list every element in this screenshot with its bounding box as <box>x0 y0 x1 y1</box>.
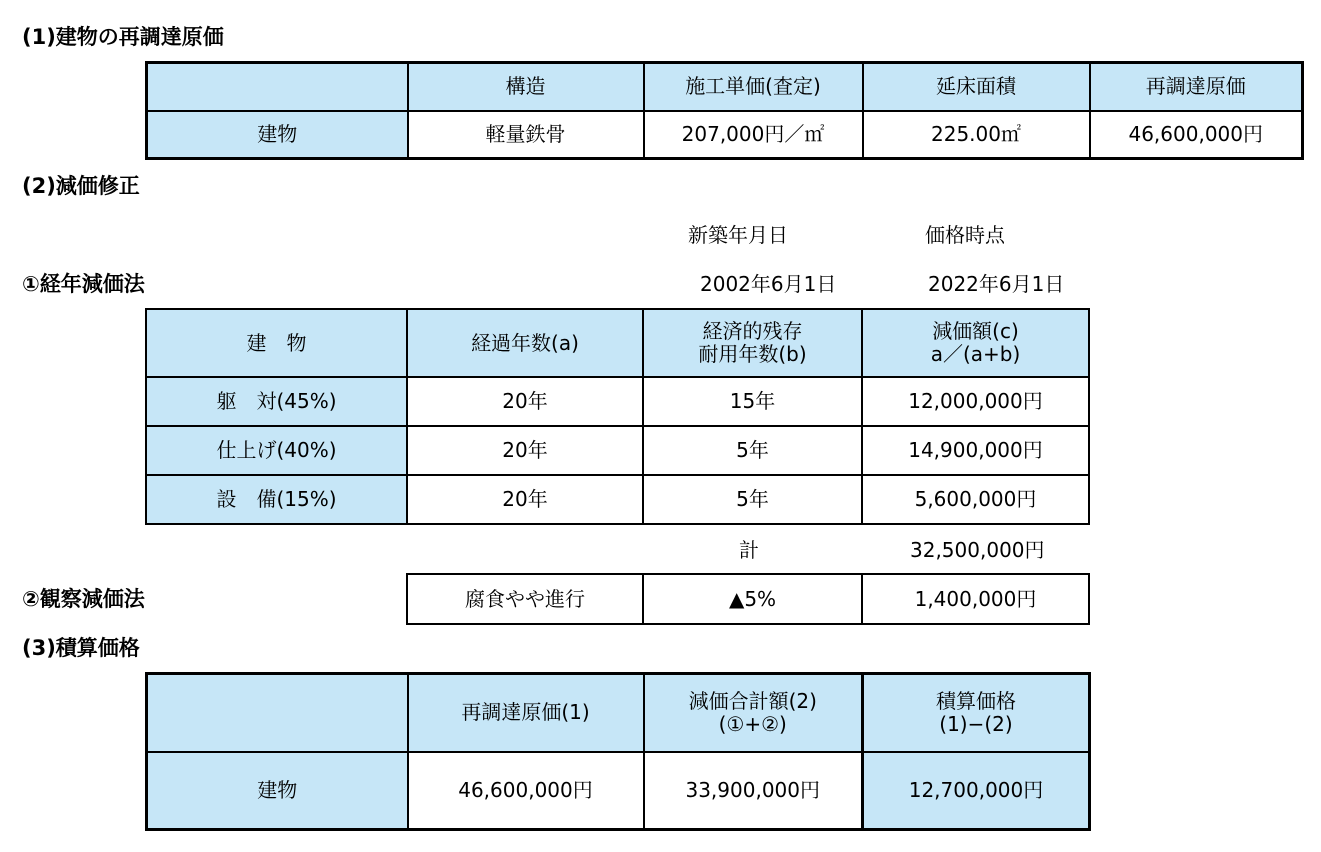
header-cell-depreciation: 減価額(c) a／(a+b) <box>862 309 1089 377</box>
header-cell-building: 建 物 <box>146 309 407 377</box>
header-cell-remaining-life: 経済的残存 耐用年数(b) <box>643 309 862 377</box>
age-depreciation-table <box>145 308 1090 525</box>
total-label: 計 <box>739 538 759 562</box>
cell-remaining-life: 5年 <box>643 426 862 475</box>
cell-elapsed-years: 20年 <box>407 377 643 426</box>
replacement-cost-table <box>145 61 1304 160</box>
cell-depreciation: 14,900,000円 <box>862 426 1089 475</box>
age-method-heading: ①経年減価法 <box>22 272 145 296</box>
header-cell-replacement-cost: 再調達原価(1) <box>408 674 644 752</box>
cell-replacement-cost: 46,600,000円 <box>1090 111 1303 159</box>
table-row <box>147 752 1090 830</box>
observation-depreciation-table <box>406 573 1090 625</box>
cell-replacement-cost: 46,600,000円 <box>408 752 644 830</box>
cell-floor-area: 225.00㎡ <box>863 111 1090 159</box>
table-header-row <box>147 63 1303 111</box>
header-cell-replacement-cost: 再調達原価 <box>1090 63 1303 111</box>
observation-method-heading: ②観察減価法 <box>22 587 145 611</box>
header-cell-blank <box>147 63 408 111</box>
row-label-building: 建物 <box>147 752 408 830</box>
cell-structure: 軽量鉄骨 <box>408 111 644 159</box>
cell-rate: ▲5% <box>643 574 862 624</box>
table-row <box>146 475 1089 524</box>
cell-elapsed-years: 20年 <box>407 475 643 524</box>
header-cell-elapsed-years: 経過年数(a) <box>407 309 643 377</box>
section2-heading: (2)減価修正 <box>22 174 140 198</box>
cell-depreciation: 5,600,000円 <box>862 475 1089 524</box>
row-label-equipment: 設 備(15%) <box>146 475 407 524</box>
table-row <box>146 377 1089 426</box>
table-row <box>146 426 1089 475</box>
cell-amount: 1,400,000円 <box>862 574 1089 624</box>
header-cell-cost-price: 積算価格 (1)−(2) <box>863 674 1090 752</box>
row-label-finish: 仕上げ(40%) <box>146 426 407 475</box>
new-build-date-value: 2002年6月1日 <box>700 272 837 296</box>
header-cell-structure: 構造 <box>408 63 644 111</box>
cell-remaining-life: 15年 <box>643 377 862 426</box>
cell-remaining-life: 5年 <box>643 475 862 524</box>
cell-total-depreciation: 33,900,000円 <box>644 752 863 830</box>
header-cell-unit-price: 施工単価(査定) <box>644 63 863 111</box>
valuation-date-value: 2022年6月1日 <box>928 272 1065 296</box>
table-header-row <box>146 309 1089 377</box>
header-cell-blank <box>147 674 408 752</box>
row-label-building: 建物 <box>147 111 408 159</box>
table-header-row <box>147 674 1090 752</box>
new-build-date-label: 新築年月日 <box>688 223 788 247</box>
cell-condition: 腐食やや進行 <box>407 574 643 624</box>
table-row <box>407 574 1089 624</box>
cell-unit-price: 207,000円／㎡ <box>644 111 863 159</box>
header-cell-floor-area: 延床面積 <box>863 63 1090 111</box>
cell-cost-price: 12,700,000円 <box>863 752 1090 830</box>
cost-approach-table <box>145 672 1091 831</box>
valuation-date-label: 価格時点 <box>925 223 1005 247</box>
cell-elapsed-years: 20年 <box>407 426 643 475</box>
total-value: 32,500,000円 <box>910 538 1045 562</box>
table-row <box>147 111 1303 159</box>
section1-heading: (1)建物の再調達原価 <box>22 25 224 49</box>
cell-depreciation: 12,000,000円 <box>862 377 1089 426</box>
section3-heading: (3)積算価格 <box>22 636 140 660</box>
header-cell-total-depreciation: 減価合計額(2) (①+②) <box>644 674 863 752</box>
row-label-structure: 躯 対(45%) <box>146 377 407 426</box>
